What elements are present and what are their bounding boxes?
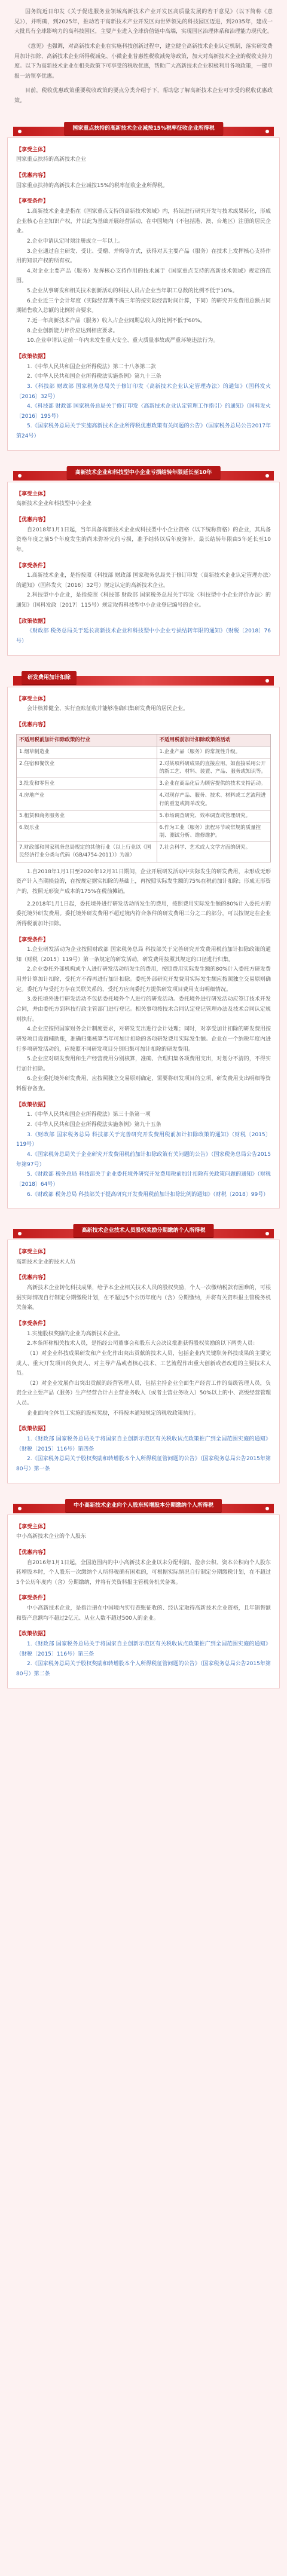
section-banner bbox=[7, 466, 280, 484]
subject-text: 会计核算健全、实行查账征收并能够准确归集研发费用的居民企业。 bbox=[27, 706, 189, 712]
table-row bbox=[17, 778, 271, 790]
table-cell: 5.租赁和商务服务业 bbox=[17, 810, 157, 822]
condition-item: 3.企业通过自主研发、受让、受赠、并购等方式，获得对其主要产品（服务）在技术上发挥核心支持作用的知识产权的所有权。 bbox=[16, 248, 271, 265]
label-subject: 【享受主体】 bbox=[16, 491, 49, 497]
policy-basis-item: 1.《中华人民共和国企业所得税法》第二十八条第二款 bbox=[27, 363, 156, 370]
table-cell: 7.财政部和国家税务总局规定的其他行业（以上行业以《国民经济行业分类与代码（GB/4754-2011）》为准） bbox=[17, 842, 157, 862]
content-text: 1.自2018年1月1日至2020年12月31日期间，企业开展研发活动中实际发生的研发费用，未形成无形资产计入当期损益的，在按规定据实扣除的基础上，再按照实际发生额的75%在税前加计扣除；形成无形资产的，按照无形资产成本的175%在税前摊销。 bbox=[16, 868, 271, 895]
label-basis: 【政策依据】 bbox=[16, 1631, 49, 1638]
table-cell: 5.市场调查研究、效率调查或管理研究。 bbox=[157, 810, 271, 822]
table-cell: 2.对某项科研成果的直接应用，如直接采用公开的新工艺、材料、装置、产品、服务或知识等。 bbox=[157, 758, 271, 778]
content-text: 自2016年1月1日起，全国范围内的中小高新技术企业以未分配利润、盈余公积、资本公积向个人股东转增股本时，个人股东一次缴纳个人所得税确有困难的，可根据实际情况自行制定分期缴税计划，在不超过5个公历年度内（含）分期缴纳，并将有关资料报主管税务机关备案。 bbox=[16, 1559, 271, 1586]
condition-item: 2.科技型中小企业，是指按照《科技部 财政部 国家税务总局关于印发〈科技型中小企业评价办法〉的通知》（国科发政〔2017〕115号）规定取得科技型中小企业登记编号的企业。 bbox=[16, 592, 271, 609]
table-cell: 4.房地产业 bbox=[17, 790, 157, 810]
section-loss-carryforward bbox=[0, 466, 287, 656]
condition-item: 企业面向全体员工实施的股权奖励，不得按本通知规定的税收政策执行。 bbox=[27, 1410, 200, 1417]
section-title: 中小高新技术企业向个人股东转增股本分期缴纳个人所得税 bbox=[65, 1499, 222, 1512]
section-banner bbox=[7, 671, 280, 689]
label-subject: 【享受主体】 bbox=[16, 696, 49, 702]
policy-basis-link[interactable]: 1.《财政部 国家税务总局关于将国家自主创新示范区有关税收试点政策推广到全国范围实施的通知》（财税〔2015〕116号）第三条 bbox=[16, 1641, 271, 1657]
section-card bbox=[7, 687, 280, 1209]
condition-item: （2）对企业发展作出突出贡献的经营管理人员，包括主持企业全面生产经营工作的高级管理人员，负责企业主要产品（服务）生产经营合计占主营业务收入（或者主营业务收入）50%以上的中、高级经营管理人员。 bbox=[16, 1380, 271, 1407]
subject-text: 国家重点扶持的高新技术企业 bbox=[16, 157, 87, 163]
policy-basis-item: 2.《中华人民共和国企业所得税法实施条例》第九十三条 bbox=[27, 374, 161, 380]
condition-item: 4.企业应按照国家财务会计制度要求，对研发支出进行会计处理；同时，对享受加计扣除的研发费用按研发项目设置辅助账，准确归集核算当年可加计扣除的各项研发费用实际发生额。企业在一个纳税年度内进行多项研发活动的，应按照不同研发项目分别归集可加计扣除的研发费用。 bbox=[16, 1026, 271, 1053]
intro-block bbox=[0, 7, 287, 106]
section-title: 高新技术企业和科技型中小企业亏损结转年限延长至10年 bbox=[67, 466, 221, 479]
condition-item: 3.委托境外进行研发活动不包括委托境外个人进行的研发活动。委托境外进行研发活动应签订技术开发合同，并由委托方到科技行政主管部门进行登记。相关事项按技术合同认定登记管理办法及技术合同认定规则执行。 bbox=[16, 996, 271, 1023]
section-title: 国家重点扶持的高新技术企业减按15%税率征收企业所得税 bbox=[64, 122, 223, 135]
table-cell: 1.烟草制造业 bbox=[17, 746, 157, 758]
section-rd-deduction bbox=[0, 671, 287, 1209]
table-cell: 3.批发和零售业 bbox=[17, 778, 157, 790]
label-subject: 【享受主体】 bbox=[16, 1249, 49, 1256]
condition-item: 5.企业从事研发和相关技术创新活动的科技人员占企业当年职工总数的比例不低于10%。 bbox=[27, 288, 238, 295]
table-cell: 1.企业产品（服务）的常规性升级。 bbox=[157, 746, 271, 758]
condition-item: 10.企业申请认定前一年内未发生重大安全、重大质量事故或严重环境违法行为。 bbox=[27, 338, 219, 344]
label-content: 【优惠内容】 bbox=[16, 516, 49, 523]
condition-item: 6.企业委托境外研发费用，应按照独立交易原则确定，需要将研发项目的立项、研发费用支出明细等资料留存备查。 bbox=[16, 1076, 271, 1093]
policy-basis-link[interactable]: 2.《国家税务总局关于股权奖励和转增股本个人所得税征管问题的公告》（国家税务总局公告2015年第80号）第一条 bbox=[16, 1456, 271, 1472]
policy-basis-item: 2.《中华人民共和国企业所得税法实施条例》第九十五条 bbox=[27, 1122, 161, 1128]
intro-paragraph: 国务院近日印发《关于促进服务业领域高新技术产业开发区高质量发展的若干意见》（以下简称《意见》），并明确，到2025年，推动若干高新技术产业开发区向世界领先的科技园区迈进，到2035年，建成一大批具有全球影响力的高科技园区，主要产业进入全球价值链中高端，实现园区治理体系和治理能力现代化。 bbox=[14, 9, 273, 35]
label-condition: 【享受条件】 bbox=[16, 562, 49, 569]
table-row bbox=[17, 758, 271, 778]
condition-item: 4.对企业主要产品（服务）发挥核心支持作用的技术属于《国家重点支持的高新技术领域》规定的范围。 bbox=[16, 268, 271, 284]
label-content: 【优惠内容】 bbox=[16, 173, 49, 179]
table-cell: 2.住宿和餐饮业 bbox=[17, 758, 157, 778]
subject-text: 高新技术企业和科技型中小企业 bbox=[16, 501, 92, 507]
table-row bbox=[17, 746, 271, 758]
table-row bbox=[17, 822, 271, 842]
label-content: 【优惠内容】 bbox=[16, 1275, 49, 1281]
policy-basis-link[interactable]: 3.《财政部 国家税务总局 科技部关于完善研究开发费用税前加计扣除政策的通知》（财税〔2015〕119号） bbox=[16, 1131, 271, 1148]
policy-basis-link[interactable]: 2.《国家税务总局关于股权奖励和转增股本个人所得税征管问题的公告》（国家税务总局公告2015年第80号）第二条 bbox=[16, 1661, 271, 1677]
subject-text: 中小高新技术企业的个人股东 bbox=[16, 1534, 87, 1540]
policy-basis-item: 1.《中华人民共和国企业所得税法》第三十条第一项 bbox=[27, 1112, 151, 1118]
condition-item: 1.高新技术企业，是指按照《科技部 财政部 国家税务总局关于修订印发〈高新技术企业认定管理办法〉的通知》（国科发火〔2016〕32号）规定认定的高新技术企业。 bbox=[16, 573, 271, 589]
condition-item: 2.企业委托外部机构或个人进行研发活动所发生的费用，按照费用实际发生额的80%计入委托方研发费用并计算加计扣除，受托方不得再进行加计扣除。委托外部研究开发费用实际发生额应按照独立交易原则确定。委托方与受托方存在关联关系的，受托方应向委托方提供研发项目费用支出明细情况。 bbox=[16, 966, 271, 993]
label-basis: 【政策依据】 bbox=[16, 1102, 49, 1108]
policy-basis-link[interactable]: 《财政部 税务总局关于延长高新技术企业和科技型中小企业亏损结转年限的通知》（财税〔2018〕76号） bbox=[16, 628, 271, 645]
label-basis: 【政策依据】 bbox=[16, 353, 49, 360]
section-card bbox=[7, 1515, 280, 1688]
label-content: 【优惠内容】 bbox=[16, 721, 49, 728]
table-cell: 6.娱乐业 bbox=[17, 822, 157, 842]
policy-basis-link[interactable]: 1.《财政部 国家税务总局关于将国家自主创新示范区有关税收试点政策推广到全国范围实施的通知》（财税〔2015〕116号）第四条 bbox=[16, 1436, 271, 1452]
label-subject: 【享受主体】 bbox=[16, 1523, 49, 1530]
policy-basis-link[interactable]: 5.《国家税务总局关于实施高新技术企业所得税优惠政策有关问题的公告》（国家税务总局公告2017年第24号） bbox=[16, 423, 271, 440]
table-cell: 3.企业在商品化后为顾客提供的技术支持活动。 bbox=[157, 778, 271, 790]
policy-basis-link[interactable]: 3.《科技部 财政部 国家税务总局关于修订印发〈高新技术企业认定管理办法〉的通知》（国科发火〔2016〕32号） bbox=[16, 383, 271, 400]
condition-item: 1.高新技术企业是指在《国家重点支持的高新技术领域》内，持续进行研究开发与技术成果转化，形成企业核心自主知识产权，并以此为基础开展经营活动，在中国境内（不包括港、澳、台地区）注册的居民企业。 bbox=[16, 208, 271, 235]
section-banner bbox=[7, 1499, 280, 1517]
content-text: 高新技术企业转化科技成果，给予本企业相关技术人员的股权奖励，个人一次缴纳税款有困难的，可根据实际情况自行制定分期缴税计划，在不超过5个公历年度内（含）分期缴纳，并将有关资料报主管税务机关备案。 bbox=[16, 1285, 271, 1311]
table-cell: 7.社会科学、艺术或人文学方面的研究。 bbox=[157, 842, 271, 862]
label-condition: 【享受条件】 bbox=[16, 1595, 49, 1602]
label-basis: 【政策依据】 bbox=[16, 1426, 49, 1433]
policy-basis-link[interactable]: 6.《财政部 税务总局 科技部关于提高研究开发费用税前加计扣除比例的通知》（财税〔2018〕99号） bbox=[27, 1191, 269, 1198]
intro-paragraph: 《意见》也强调，对高新技术企业在实施科技创新过程中，建立健全高新技术企业认定机制，落实研发费用加计扣除、高新技术企业所得税减免、小微企业普惠性税收减免等政策，加大对高新技术企业的税收支持力度。以下为高新技术企业在相关政策下可享受的税收优惠，帮助广大高新技术企业积极利用各项政策，一键申报一站领享优惠。 bbox=[14, 43, 273, 79]
section-banner bbox=[7, 122, 280, 140]
subject-text: 高新技术企业的技术人员 bbox=[16, 1259, 76, 1265]
section-card bbox=[7, 137, 280, 451]
table-cell: 4.对现存产品、服务、技术、材料或工艺流程进行的重复或简单改变。 bbox=[157, 790, 271, 810]
label-subject: 【享受主体】 bbox=[16, 146, 49, 153]
content-text: 国家重点扶持的高新技术企业减按15%的税率征收企业所得税。 bbox=[16, 182, 169, 189]
label-condition: 【享受条件】 bbox=[16, 198, 49, 205]
condition-item: 6.企业近三个会计年度（实际经营期不满三年的按实际经营时间计算，下同）的研究开发费用总额占同期销售收入总额的比例符合要求。 bbox=[16, 298, 271, 314]
label-condition: 【享受条件】 bbox=[16, 1321, 49, 1327]
section-capital-increase bbox=[0, 1499, 287, 1688]
condition-item: 2.本条所称相关技术人员，是指经公司董事会和股东大会决议批准获得股权奖励的以下两类人员： bbox=[27, 1341, 258, 1347]
label-content: 【优惠内容】 bbox=[16, 1549, 49, 1556]
section-card bbox=[7, 482, 280, 656]
table-cell: 6.作为工业（服务）流程环节或常规的质量控制、测试分析、维修维护。 bbox=[157, 822, 271, 842]
condition-item: 中小高新技术企业，是指注册在中国境内实行查账征收的、经认定取得高新技术企业资格，且年销售额和资产总额均不超过2亿元、从业人数不超过500人的企业。 bbox=[16, 1605, 271, 1622]
condition-item: 2.企业申请认定时须注册成立一年以上。 bbox=[27, 238, 124, 244]
section-banner bbox=[7, 1224, 280, 1242]
condition-item: 5.企业应对研发费用和生产经营费用分别核算，准确、合理归集各项费用支出，对划分不清的，不得实行加计扣除。 bbox=[16, 1056, 271, 1072]
table-row bbox=[17, 810, 271, 822]
section-equity-award bbox=[0, 1224, 287, 1483]
intro-paragraph: 目前，税收优惠政策重要税收政策的要点分类介绍于下，帮助您了解高新技术企业可享受的税收优惠政策。 bbox=[14, 88, 273, 105]
label-basis: 【政策依据】 bbox=[16, 618, 49, 625]
section-high-tech-15-percent bbox=[0, 122, 287, 451]
policy-basis-link[interactable]: 5.《财政部 税务总局 科技部关于企业委托境外研究开发费用税前加计扣除有关政策问题的通知》（财税〔2018〕64号） bbox=[16, 1171, 271, 1188]
policy-basis-link[interactable]: 4.《科技部 财政部 国家税务总局关于修订印发〈高新技术企业认定管理工作指引〉的通知》（国科发火〔2016〕195号） bbox=[16, 403, 271, 420]
section-card bbox=[7, 1240, 280, 1483]
condition-item: 1.实施股权奖励的企业为高新技术企业。 bbox=[27, 1330, 124, 1337]
exclusion-table bbox=[16, 734, 271, 862]
content-text: 2.2018年1月1日起，委托境外进行研发活动所发生的费用，按照费用实际发生额的80%计入委托方的委托境外研发费用。委托境外研发费用不超过境内符合条件的研发费用三分之二的部分，可以按规定在企业所得税前加计扣除。 bbox=[16, 901, 271, 927]
policy-basis-link[interactable]: 4.《国家税务总局关于企业研究开发费用税前加计扣除政策有关问题的公告》（国家税务总局公告2015年第97号） bbox=[16, 1151, 271, 1168]
condition-item: 7.近一年高新技术产品（服务）收入占企业同期总收入的比例不低于60%。 bbox=[27, 318, 206, 325]
table-row bbox=[17, 842, 271, 862]
condition-item: 8.企业创新能力评价应达到相应要求。 bbox=[27, 328, 118, 334]
table-header: 不适用税前加计扣除政策的活动 bbox=[157, 734, 271, 746]
table-row bbox=[17, 790, 271, 810]
table-header: 不适用税前加计扣除政策的行业 bbox=[17, 734, 157, 746]
condition-item: （1）对企业科技成果研发和产业化作出突出贡献的技术人员，包括企业内关键职务科技成果的主要完成人、重大开发项目的负责人、对主导产品或者核心技术、工艺流程作出重大创新或者改进的主要技术人员。 bbox=[16, 1350, 271, 1377]
section-title: 高新技术企业技术人员股权奖励分期缴纳个人所得税 bbox=[73, 1224, 213, 1237]
condition-item: 1.企业研发活动为企业按照财政部 国家税务总局 科技部关于完善研究开发费用税前加计扣除政策的通知（财税〔2015〕119号）第一条规定的研发活动，研发费用按照其规定的口径进行归集。 bbox=[16, 947, 271, 963]
content-text: 自2018年1月1日起，当年具备高新技术企业或科技型中小企业资格（以下统称资格）的企业，其具备资格年度之前5个年度发生的尚未弥补完的亏损，准予结转以后年度弥补，最长结转年限由5年延长至10年。 bbox=[16, 527, 271, 553]
label-condition: 【享受条件】 bbox=[16, 937, 49, 943]
section-title: 研发费用加计扣除 bbox=[22, 671, 77, 684]
